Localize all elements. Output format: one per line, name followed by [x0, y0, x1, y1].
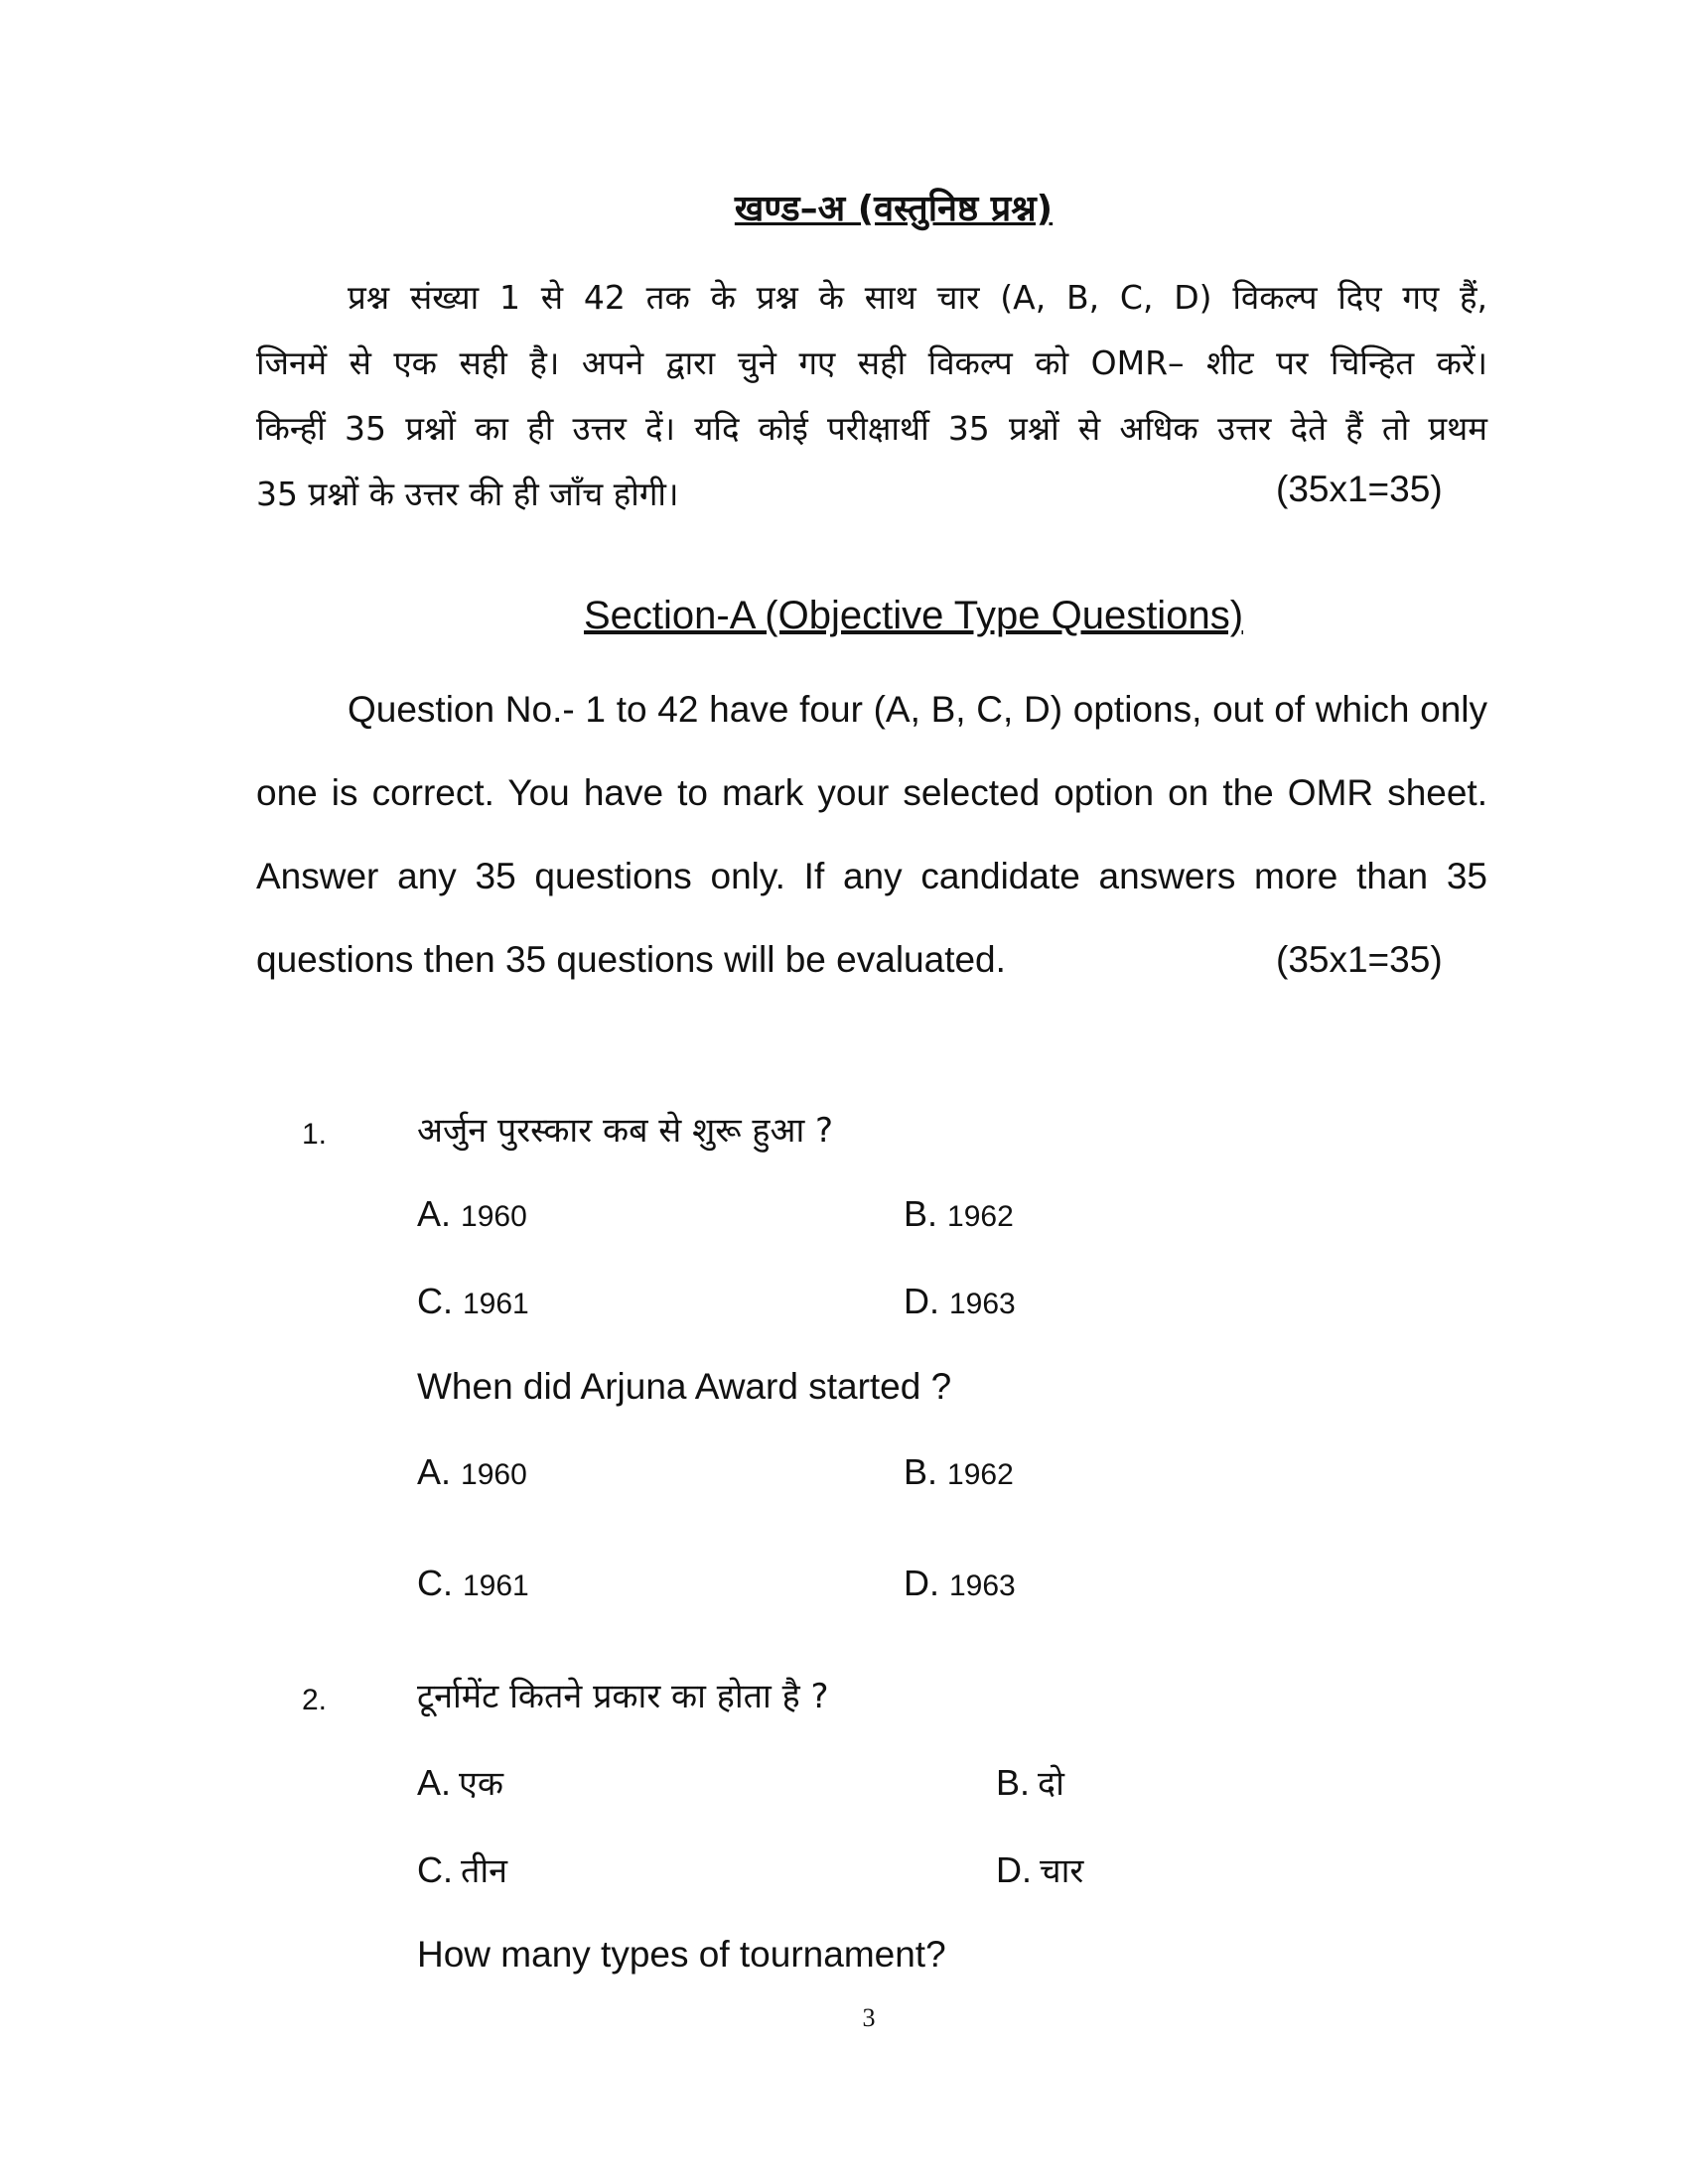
option-b-english — [904, 1451, 1014, 1493]
english-instruction-line: Answer any 35 questions only. If any candidate answers more than 35 — [256, 856, 1487, 896]
option-value: 1962 — [947, 1200, 1014, 1233]
option-value: 1963 — [949, 1570, 1016, 1602]
english-marks: (35x1=35) — [1276, 939, 1443, 980]
page-number: 3 — [862, 2003, 876, 2032]
option-value: 1960 — [461, 1458, 527, 1491]
hindi-instruction-line: प्रश्न संख्या 1 से 42 तक के प्रश्न के साथ चार (A, B, C, D) विकल्प दिए गए हैं, — [348, 278, 1487, 317]
option-label: C. — [417, 1849, 453, 1890]
option-d-hindi — [904, 1281, 1016, 1322]
option-b-hindi — [996, 1759, 1064, 1805]
english-instruction-line: questions then 35 questions will be evaluated. — [256, 939, 1006, 980]
option-label: B. — [996, 1762, 1031, 1803]
option-a-english — [417, 1451, 527, 1493]
question-text-hindi: टूर्नामेंट कितने प्रकार का होता है ? — [417, 1677, 829, 1716]
option-value: 1962 — [947, 1458, 1014, 1491]
option-label: B. — [904, 1451, 938, 1492]
option-b-hindi — [904, 1193, 1014, 1235]
option-label: A. — [417, 1762, 452, 1803]
option-value: चार — [1040, 1851, 1084, 1891]
option-value: दो — [1038, 1764, 1064, 1804]
hindi-section-heading: खण्ड–अ (वस्तुनिष्ठ प्रश्न) — [734, 189, 1054, 229]
option-label: C. — [417, 1281, 453, 1321]
question-number: 2. — [302, 1684, 328, 1716]
option-label: A. — [417, 1451, 452, 1492]
option-a-hindi — [417, 1759, 503, 1805]
option-value: तीन — [461, 1851, 508, 1891]
option-value: एक — [459, 1764, 503, 1804]
option-label: C. — [417, 1563, 453, 1603]
option-label: D. — [996, 1849, 1032, 1890]
question-text-english: How many types of tournament? — [417, 1934, 946, 1975]
english-section-heading: Section-A (Objective Type Questions) — [583, 594, 1244, 637]
hindi-instruction-line: 35 प्रश्नों के उत्तर की ही जाँच होगी। — [256, 475, 679, 513]
hindi-instruction-line: जिनमें से एक सही है। अपने द्वारा चुने गए सही विकल्प को OMR– शीट पर चिन्हित करें। — [256, 343, 1487, 382]
option-value: 1960 — [461, 1200, 527, 1233]
option-label: D. — [904, 1281, 939, 1321]
option-label: D. — [904, 1563, 939, 1603]
question-number: 1. — [302, 1118, 328, 1151]
option-value: 1963 — [949, 1288, 1016, 1320]
question-text-hindi: अर्जुन पुरस्कार कब से शुरू हुआ ? — [417, 1111, 834, 1151]
question-text-english: When did Arjuna Award started ? — [417, 1366, 952, 1407]
hindi-marks: (35x1=35) — [1276, 469, 1443, 509]
option-c-hindi — [417, 1281, 529, 1322]
option-label: B. — [904, 1193, 938, 1234]
option-value: 1961 — [463, 1570, 529, 1602]
option-label: A. — [417, 1193, 452, 1234]
option-c-hindi — [417, 1846, 507, 1892]
option-d-english — [904, 1563, 1016, 1604]
english-instruction-line: one is correct. You have to mark your selected option on the OMR sheet. — [256, 772, 1487, 813]
option-d-hindi — [996, 1846, 1083, 1892]
english-instruction-line: Question No.- 1 to 42 have four (A, B, C, D) options, out of which only — [348, 689, 1487, 730]
option-value: 1961 — [463, 1288, 529, 1320]
hindi-instruction-line: किन्हीं 35 प्रश्नों का ही उत्तर दें। यदि कोई परीक्षार्थी 35 प्रश्नों से अधिक उत्तर देते हैं तो प्रथम — [256, 409, 1487, 448]
option-c-english — [417, 1563, 529, 1604]
option-a-hindi — [417, 1193, 527, 1235]
